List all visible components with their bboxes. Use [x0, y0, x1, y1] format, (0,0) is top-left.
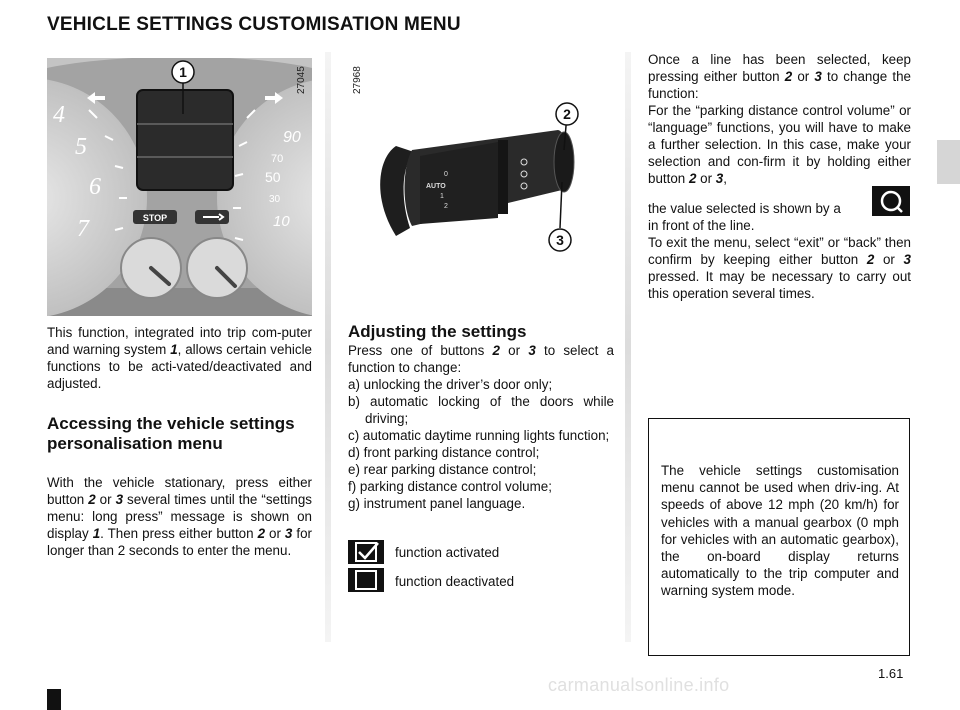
stalk-pos-2: 2	[444, 203, 448, 210]
adjusting-settings-heading: Adjusting the settings	[348, 322, 527, 341]
accessing-menu-heading: Accessing the vehicle settings personalisation menu	[47, 414, 295, 453]
control-stalk-illustration	[348, 58, 614, 316]
watermark: carmanualsonline.info	[548, 675, 730, 695]
list-item: e) rear parking distance control;	[348, 462, 537, 477]
list-item: d) front parking distance control;	[348, 445, 540, 460]
speed-label-90: 90	[283, 129, 301, 146]
selected-value-text: the value selected is shown by a	[648, 201, 841, 216]
stop-badge-label: STOP	[142, 213, 168, 223]
dial-number-6: 6	[89, 174, 101, 200]
checkbox-checked-icon	[348, 540, 384, 564]
corner-mark	[47, 689, 61, 710]
warning-note-text: The vehicle settings customisation menu cannot be used when driv-ing. At speeds of above 12 mph (20 km/h) for vehicles with a manual gearbox (0 mph for vehicles with an automatic gearbox), the on-board display returns automatically to the trip computer and warning system mode.	[661, 463, 899, 599]
accessing-menu-paragraph: With the vehicle stationary, press either button 2 or 3 several times until the “settings menu: long press” message is shown on display 1. Then press either button 2 or 3 for longer than 2 seconds to enter the menu.	[47, 475, 312, 558]
selection-marker-icon	[872, 186, 910, 216]
list-item: g) instrument panel language.	[348, 496, 526, 511]
stalk-auto-label: AUTO	[426, 183, 446, 190]
checkbox-empty-icon	[348, 568, 384, 592]
instrument-panel-illustration	[47, 58, 312, 316]
stalk-pos-1: 1	[440, 193, 444, 200]
checkbox-empty-glyph	[348, 568, 384, 592]
page-number: 1.61	[878, 666, 904, 681]
function-list	[348, 376, 614, 512]
dial-number-7: 7	[77, 216, 89, 242]
in-front-text: in front of the line.	[648, 218, 755, 233]
speed-label-30: 30	[269, 194, 281, 205]
list-item: f) parking distance control volume;	[348, 479, 552, 494]
legend-activated: function activated	[395, 545, 500, 560]
column-divider-left	[325, 52, 331, 642]
control-stalk-figure	[348, 58, 614, 316]
selection-paragraph: Once a line has been selected, keep pressing either button 2 or 3 to change the function:	[648, 52, 911, 101]
exit-menu-paragraph: To exit the menu, select “exit” or “back” then confirm by keeping either button 2 or 3 pressed. It may be necessary to carry out this operation several times.	[648, 235, 911, 301]
speed-label-70: 70	[271, 153, 284, 165]
intro-paragraph: This function, integrated into trip com-puter and warning system 1, allows certain vehicle functions to be acti-vated/deactivated and adjusted.	[47, 325, 312, 391]
adjusting-settings-intro: Press one of buttons 2 or 3 to select a function to change:	[348, 343, 614, 375]
figure-ref-27045: 27045	[296, 66, 307, 94]
dial-number-5: 5	[75, 134, 87, 160]
checkbox-checked-glyph	[348, 540, 384, 564]
chapter-tab	[937, 140, 960, 184]
figure-ref-27968: 27968	[352, 66, 363, 94]
speed-label-10: 10	[273, 213, 290, 230]
list-item: c) automatic daytime running lights function;	[348, 428, 610, 443]
column-divider-right	[625, 52, 631, 642]
legend-deactivated: function deactivated	[395, 574, 515, 589]
instrument-panel-figure	[47, 58, 312, 316]
speed-label-50: 50	[265, 169, 281, 185]
warning-note-box	[648, 418, 910, 656]
page-title: VEHICLE SETTINGS CUSTOMISATION MENU	[47, 14, 461, 35]
list-item: a) unlocking the driver’s door only;	[348, 377, 553, 392]
further-selection-paragraph: For the “parking distance control volume” or “language” functions, you will have to make a further selection. In this case, make your selection and con-firm it by holding either button 2 or 3,	[648, 103, 911, 186]
dial-number-4: 4	[53, 102, 65, 128]
stalk-pos-0: 0	[444, 171, 448, 178]
selection-marker-glyph	[872, 186, 910, 216]
display-screen	[137, 90, 233, 190]
callout-3-label: 3	[556, 232, 564, 248]
callout-1-label: 1	[179, 64, 187, 80]
list-item: b) automatic locking of the doors while driving;	[348, 394, 614, 426]
callout-2-label: 2	[563, 106, 571, 122]
